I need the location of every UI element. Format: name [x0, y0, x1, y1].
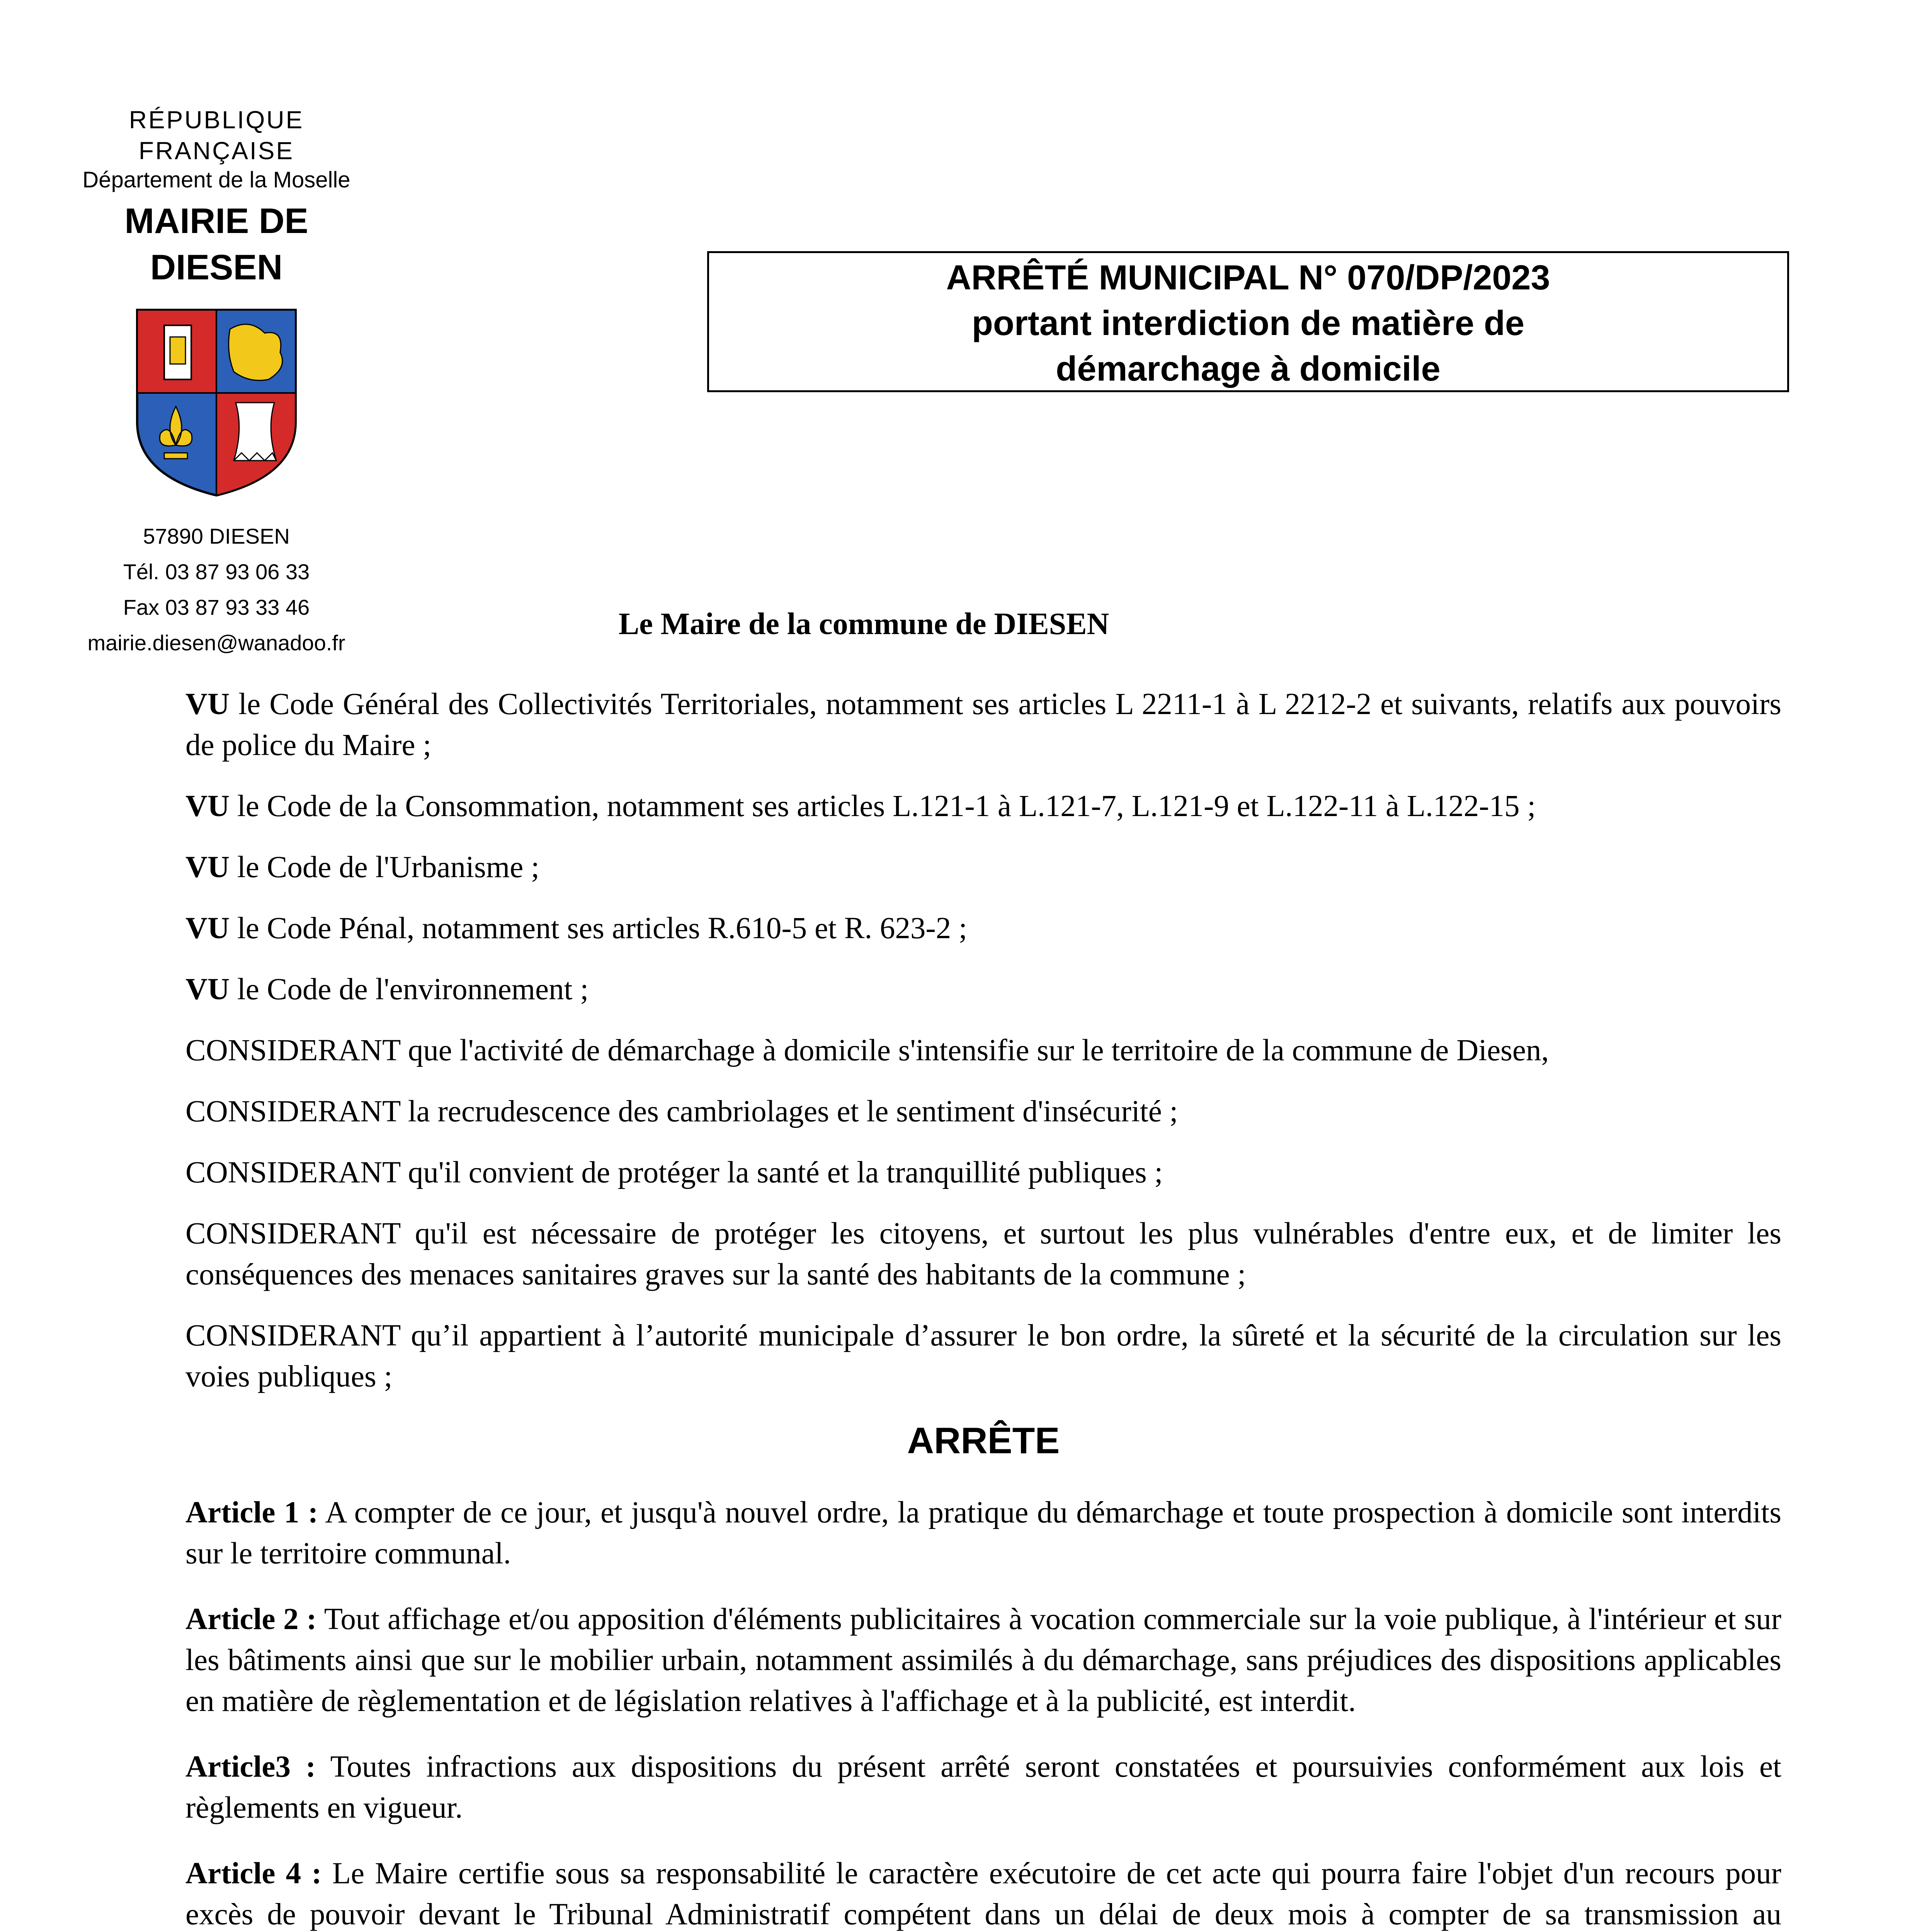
considerant-text: que l'activité de démarchage à domicile s'intensifie sur le territoire de la commune de Diesen, — [400, 1034, 1549, 1067]
vu-text: le Code de la Consommation, notamment ses articles L.121-1 à L.121-7, L.121-9 et L.122-11 à L.122-15 ; — [230, 789, 1536, 823]
republique-label: RÉPUBLIQUE FRANÇAISE — [129, 106, 304, 165]
maire-heading — [0, 607, 1917, 642]
vu-paragraph — [185, 786, 1781, 827]
considerant-text: qu'il convient de protéger la santé et la tranquillité publiques ; — [400, 1156, 1163, 1189]
article-paragraph — [185, 1599, 1781, 1722]
considerant-keyword: CONSIDERANT — [185, 1156, 400, 1189]
article-label: Article 1 : — [185, 1496, 318, 1529]
considerant-keyword: CONSIDERANT — [185, 1095, 400, 1128]
considerant-text: la recrudescence des cambriolages et le sentiment d'insécurité ; — [400, 1095, 1178, 1128]
vu-paragraph — [185, 847, 1781, 888]
arrete-title-box — [707, 251, 1789, 392]
considerant-text: qu'il est nécessaire de protéger les citoyens, et surtout les plus vulnérables d'entre eux, et de limiter les conséquences des menaces sanitaires graves sur la santé des habitants de la commune ; — [185, 1217, 1781, 1291]
title-line-3: démarchage à domicile — [1056, 350, 1441, 388]
vu-text: le Code de l'environnement ; — [230, 973, 589, 1006]
considerant-paragraph — [185, 1091, 1781, 1132]
title-line-1: ARRÊTÉ MUNICIPAL N° 070/DP/2023 — [946, 259, 1550, 297]
vu-keyword: VU — [185, 687, 230, 721]
vu-keyword: VU — [185, 912, 230, 945]
article-label: Article 4 : — [185, 1857, 322, 1890]
vu-text: le Code Général des Collectivités Territoriales, notamment ses articles L 2211-1 à L 2212-2 et suivants, relatifs aux pouvoirs de police du Maire ; — [185, 687, 1781, 762]
arrete-heading: ARRÊTE — [907, 1420, 1060, 1461]
article-label: Article3 : — [185, 1750, 316, 1784]
considerant-keyword: CONSIDERANT — [185, 1217, 400, 1250]
vu-paragraph — [185, 908, 1781, 949]
vu-text: le Code de l'Urbanisme ; — [230, 850, 539, 884]
considerant-paragraph — [185, 1315, 1781, 1397]
article-text: Toutes infractions aux dispositions du présent arrêté seront constatées et poursuivies conformément aux lois et règlements en vigueur. — [185, 1750, 1781, 1825]
considerant-text: qu’il appartient à l’autorité municipale d’assurer le bon ordre, la sûreté et la sécurité de la circulation sur les voies publiques ; — [185, 1319, 1781, 1393]
considerant-keyword: CONSIDERANT — [185, 1034, 400, 1067]
considerant-paragraph — [185, 1030, 1781, 1071]
vu-paragraph — [185, 969, 1781, 1010]
article-text: A compter de ce jour, et jusqu'à nouvel ordre, la pratique du démarchage et toute prospection à domicile sont interdits sur le territoire communal. — [185, 1496, 1781, 1570]
article-text: Le Maire certifie sous sa responsabilité le caractère exécutoire de cet acte qui pourra faire l'objet d'un recours pour excès de pouvoir devant le Tribunal Administratif compétent dans un délai de deux mois à compter de sa transmission au — [185, 1857, 1781, 1931]
considerant-paragraph — [185, 1152, 1781, 1193]
mairie-name: MAIRIE DE DIESEN — [124, 201, 308, 287]
article-label: Article 2 : — [185, 1602, 317, 1636]
considerant-keyword: CONSIDERANT — [185, 1319, 400, 1352]
maire-heading-text: Le Maire de la commune de DIESEN — [618, 607, 1109, 641]
vu-text: le Code Pénal, notamment ses articles R.610-5 et R. 623-2 ; — [230, 912, 967, 945]
mairie-header — [58, 104, 375, 661]
vu-keyword: VU — [185, 789, 230, 823]
article-paragraph — [185, 1853, 1781, 1932]
vu-keyword: VU — [185, 850, 230, 884]
title-line-2: portant interdiction de matière de — [971, 304, 1525, 343]
vu-keyword: VU — [185, 973, 230, 1006]
article-paragraph — [185, 1492, 1781, 1574]
telephone-line: Tél. 03 87 93 06 33 — [123, 560, 310, 584]
email-line: mairie.diesen@wanadoo.fr — [87, 631, 345, 655]
address-line: 57890 DIESEN — [143, 524, 290, 548]
vu-paragraph — [185, 684, 1781, 766]
document-body — [185, 684, 1781, 1932]
article-paragraph — [185, 1747, 1781, 1828]
fax-line: Fax 03 87 93 33 46 — [123, 595, 310, 619]
article-text: Tout affichage et/ou apposition d'éléments publicitaires à vocation commerciale sur la voie publique, à l'intérieur et sur les bâtiments ainsi que sur le mobilier urbain, notamment assimilés à du démarchage, sans préjudices des dispositions applicables en matière de règlementation et de législation relatives à l'affichage et à la publicité, est interdit. — [185, 1602, 1781, 1718]
departement-label: Département de la Moselle — [82, 167, 350, 192]
coat-of-arms-icon — [133, 306, 299, 499]
considerant-paragraph — [185, 1213, 1781, 1295]
